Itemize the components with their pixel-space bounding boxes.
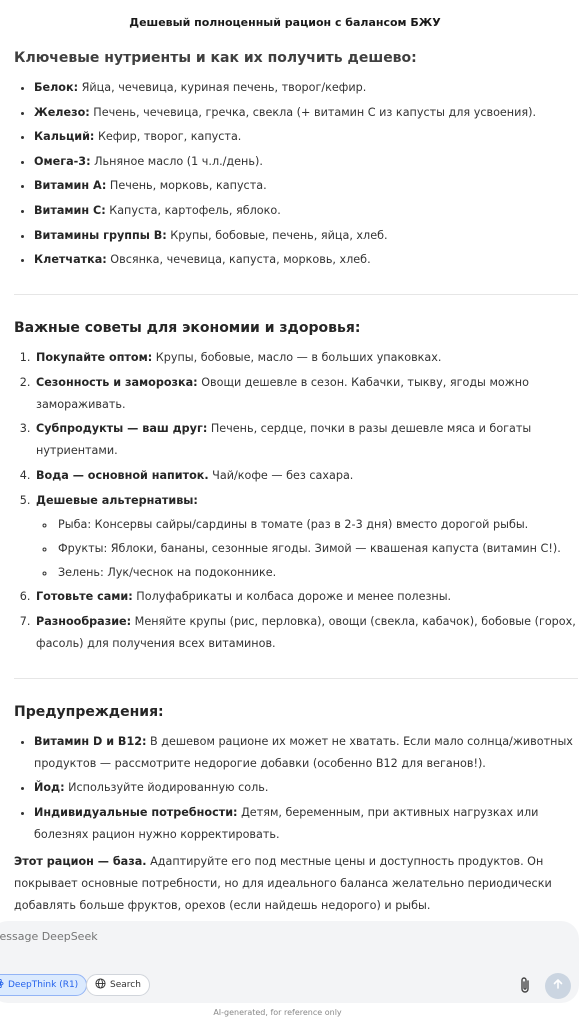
- section-divider: [14, 678, 578, 679]
- alternatives-list: [56, 514, 578, 584]
- list-item: • Омега-3: Льняное масло (1 ч.л./день).: [34, 151, 578, 173]
- list-item: 4. Вода — основной напиток. Чай/кофе — без сахара.: [34, 465, 578, 487]
- list-item: 7. Разнообразие: Меняйте крупы (рис, перловка), овощи (свекла, кабачок), бобовые (горох, фасоль) для получения всех витаминов.: [34, 611, 578, 655]
- list-item: • Витамин D и B12: В дешевом рационе их может не хватать. Если мало солнца/животных продуктов — рассмотрите недорогие добавки (особенно B12 для веганов!).: [34, 731, 578, 775]
- list-item: • Клетчатка: Овсянка, чечевица, капуста, морковь, хлеб.: [34, 249, 578, 271]
- globe-icon: [95, 978, 106, 992]
- search-toggle[interactable]: [86, 974, 150, 996]
- nutrients-heading: Ключевые нутриенты и как их получить дешево:: [14, 50, 417, 66]
- list-item: 5. Дешевые альтернативы: ◦ Рыба: Консервы сайры/сардины в томате (раз в 2-3 дня) вместо дорогой рыбы. ◦ Фрукты: Яблоки, бананы, сезонные ягоды. Зимой — квашеная капуста (витамин C!). ◦ Зелень: Лук/чеснок на подоконнике.: [34, 490, 578, 584]
- list-item: • Кальций: Кефир, творог, капуста.: [34, 126, 578, 148]
- nutrients-list: [34, 77, 578, 271]
- list-item: 3. Субпродукты — ваш друг: Печень, сердце, почки в разы дешевле мяса и богаты нутриентами.: [34, 418, 578, 462]
- list-item: • Индивидуальные потребности: Детям, беременным, при активных нагрузках или болезнях рацион нужно корректировать.: [34, 802, 578, 846]
- atom-icon: [0, 978, 4, 992]
- deepthink-label: DeepThink (R1): [8, 980, 79, 990]
- list-item: • Белок: Яйца, чечевица, куриная печень, творог/кефир.: [34, 77, 578, 99]
- page-title: Дешевый полноценный рацион с балансом БЖУ: [129, 16, 441, 29]
- warnings-list: [34, 731, 578, 846]
- list-item: • Йод: Используйте йодированную соль.: [34, 777, 578, 799]
- list-item: ◦ Рыба: Консервы сайры/сардины в томате (раз в 2-3 дня) вместо дорогой рыбы.: [56, 514, 578, 536]
- deepthink-toggle[interactable]: [0, 974, 87, 996]
- list-item: • Железо: Печень, чечевица, гречка, свекла (+ витамин C из капусты для усвоения).: [34, 102, 578, 124]
- send-button[interactable]: [545, 973, 571, 999]
- warnings-heading: Предупреждения:: [14, 703, 164, 720]
- message-composer: [0, 921, 579, 1003]
- tips-list: [34, 347, 578, 655]
- tips-heading: Важные советы для экономии и здоровья:: [14, 320, 361, 337]
- list-item: • Витамины группы B: Крупы, бобовые, печень, яйца, хлеб.: [34, 225, 578, 247]
- arrow-up-icon: [552, 978, 564, 994]
- paperclip-icon[interactable]: [518, 976, 532, 998]
- list-item: 6. Готовьте сами: Полуфабрикаты и колбаса дороже и менее полезны.: [34, 586, 578, 608]
- list-item: • Витамин A: Печень, морковь, капуста.: [34, 175, 578, 197]
- message-input[interactable]: [0, 930, 470, 943]
- list-item: ◦ Фрукты: Яблоки, бананы, сезонные ягоды. Зимой — квашеная капуста (витамин C!).: [56, 538, 578, 560]
- list-item: 2. Сезонность и заморозка: Овощи дешевле в сезон. Кабачки, тыкву, ягоды можно замораживать.: [34, 372, 578, 416]
- list-item: • Витамин C: Капуста, картофель, яблоко.: [34, 200, 578, 222]
- list-item: ◦ Зелень: Лук/чеснок на подоконнике.: [56, 562, 578, 584]
- closing-paragraph: Этот рацион — база. Адаптируйте его под местные цены и доступность продуктов. Он покрывает основные потребности, но для идеального баланса желательно периодически добавлять больше фруктов, орехов (если найдешь недорого) и рыбы.: [14, 854, 552, 912]
- ai-disclaimer: AI-generated, for reference only: [213, 1008, 342, 1017]
- section-divider: [14, 294, 578, 295]
- list-item: 1. Покупайте оптом: Крупы, бобовые, масло — в больших упаковках.: [34, 347, 578, 369]
- message-content: [14, 48, 578, 917]
- search-label: Search: [110, 980, 141, 990]
